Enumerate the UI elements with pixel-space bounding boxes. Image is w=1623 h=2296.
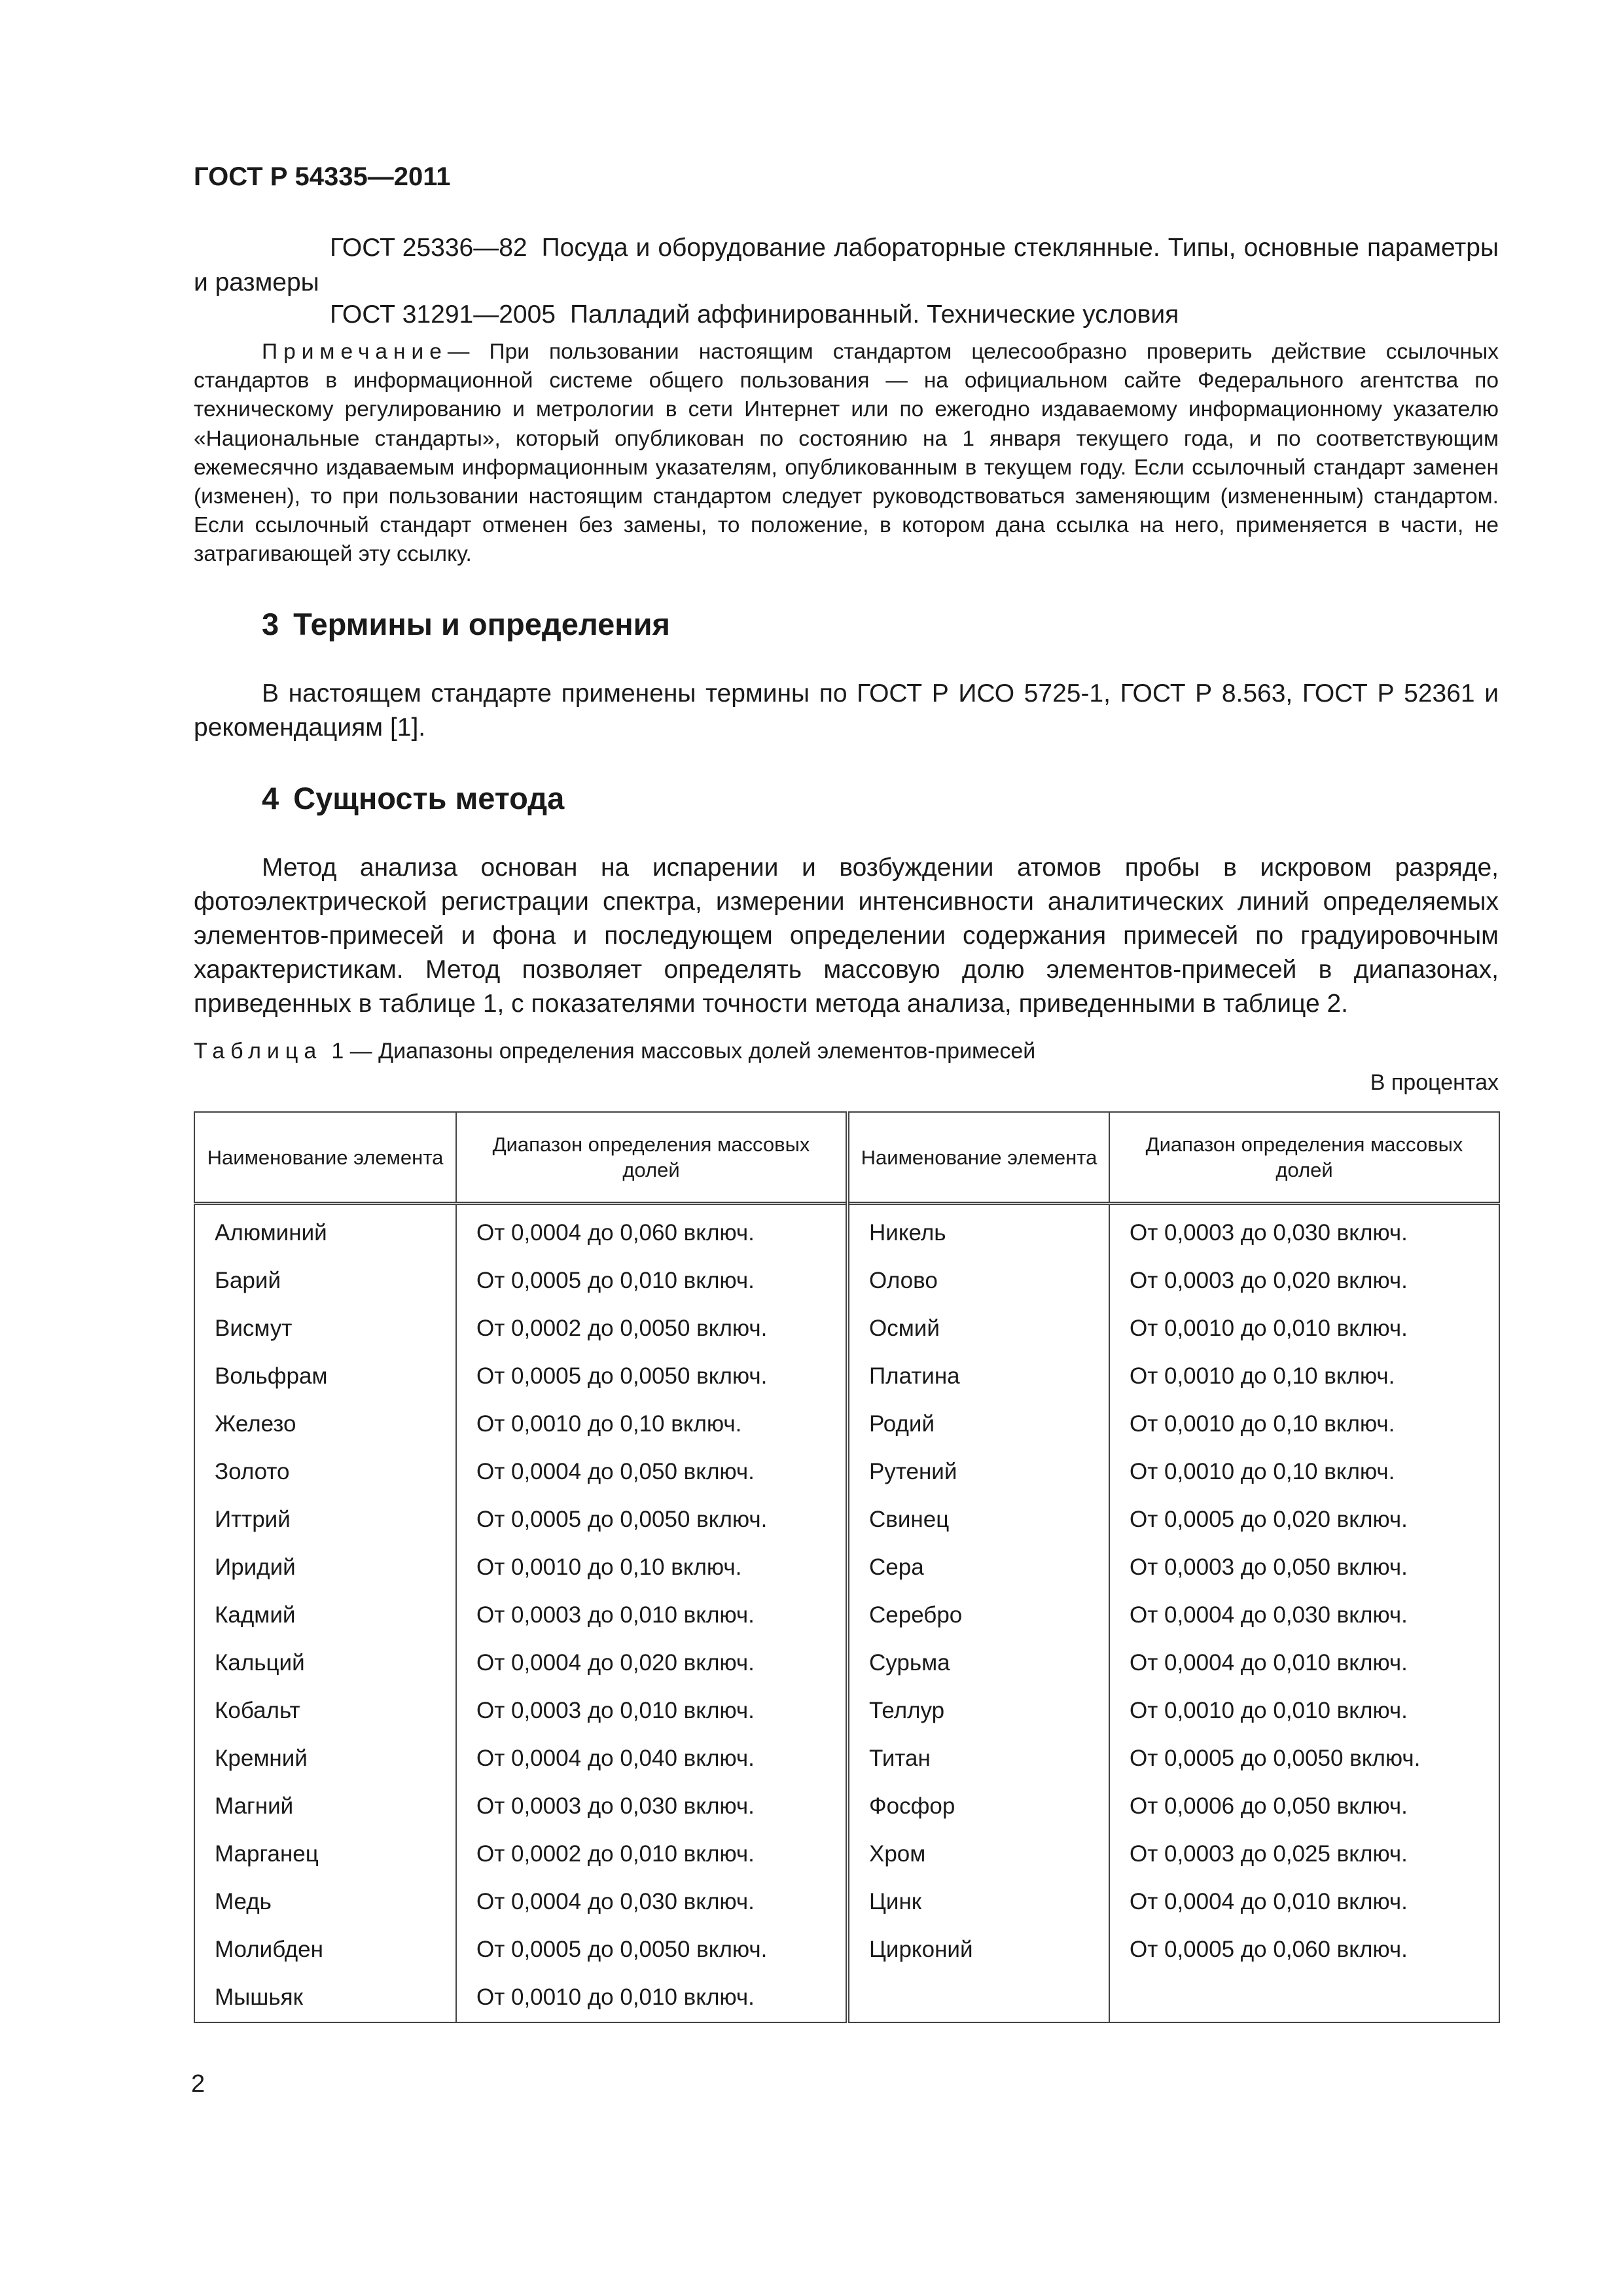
element-name-cell: Цирконий bbox=[847, 1927, 1109, 2022]
table-row bbox=[194, 1784, 1499, 1831]
element-name-cell: Кобальт bbox=[194, 1688, 456, 1736]
range-cell: От 0,0002 до 0,0050 включ. bbox=[456, 1306, 847, 1354]
element-name-cell: Титан bbox=[847, 1736, 1109, 1784]
section-3-heading bbox=[194, 605, 1567, 644]
table-row bbox=[194, 1879, 1499, 1927]
table-row bbox=[194, 1592, 1499, 1640]
element-name-cell: Молибден bbox=[194, 1927, 456, 1975]
range-cell: От 0,0006 до 0,050 включ. bbox=[1109, 1784, 1499, 1831]
range-cell: От 0,0005 до 0,0050 включ. bbox=[456, 1354, 847, 1401]
element-name-cell: Мышьяк bbox=[194, 1975, 456, 2022]
range-cell: От 0,0004 до 0,030 включ. bbox=[456, 1879, 847, 1927]
range-cell: От 0,0003 до 0,030 включ. bbox=[1109, 1204, 1499, 1258]
section-4-heading bbox=[194, 779, 1567, 818]
table-units: В процентах bbox=[1370, 1070, 1499, 1095]
element-name-cell: Хром bbox=[847, 1831, 1109, 1879]
reference-code: ГОСТ 31291—2005 bbox=[330, 300, 556, 329]
range-cell: От 0,0010 до 0,10 включ. bbox=[1109, 1401, 1499, 1449]
section-4-paragraph: Метод анализа основан на испарении и возбуждении атомов пробы в искровом разряде, фотоэлектрической регистрации спектра, измерении интенсивности аналитических линий определяемых элементов-примесей и фона и последующем определении содержания примесей по градуировочным характеристикам. Метод позволяет определять массовую долю элементов-примесей в диапазонах, приведенных в таблице 1, с показателями точности метода анализа, приведенными в таблице 2. bbox=[194, 853, 1499, 1018]
range-cell: От 0,0003 до 0,010 включ. bbox=[456, 1688, 847, 1736]
element-name-cell: Сера bbox=[847, 1545, 1109, 1592]
element-ranges-table bbox=[194, 1111, 1500, 2023]
table-row bbox=[194, 1736, 1499, 1784]
section-title: Термины и определения bbox=[293, 607, 670, 641]
element-name-cell: Кадмий bbox=[194, 1592, 456, 1640]
document-code: ГОСТ Р 54335—2011 bbox=[194, 162, 451, 191]
table-body bbox=[194, 1204, 1499, 2022]
element-name-cell: Висмут bbox=[194, 1306, 456, 1354]
element-name-cell: Свинец bbox=[847, 1497, 1109, 1545]
range-cell: От 0,0010 до 0,10 включ. bbox=[1109, 1354, 1499, 1401]
table-row bbox=[194, 1354, 1499, 1401]
element-name-cell: Серебро bbox=[847, 1592, 1109, 1640]
table-caption bbox=[194, 1037, 1499, 1066]
range-cell: От 0,0005 до 0,0050 включ. bbox=[1109, 1736, 1499, 1784]
element-name-cell: Рутений bbox=[847, 1449, 1109, 1497]
range-cell: От 0,0003 до 0,010 включ. bbox=[456, 1592, 847, 1640]
range-cell: От 0,0010 до 0,010 включ. bbox=[1109, 1688, 1499, 1736]
range-cell: От 0,0005 до 0,0050 включ. bbox=[456, 1927, 847, 1975]
table-label: Таблица bbox=[194, 1039, 323, 1064]
element-name-cell: Осмий bbox=[847, 1306, 1109, 1354]
section-3-paragraph: В настоящем стандарте применены термины по ГОСТ Р ИСО 5725-1, ГОСТ Р 8.563, ГОСТ Р 52361 и рекомендациям [1]. bbox=[194, 679, 1499, 742]
table-title: 1 — Диапазоны определения массовых долей элементов-примесей bbox=[331, 1039, 1036, 1064]
header-element-name: Наименование элемента bbox=[194, 1112, 456, 1204]
element-name-cell: Олово bbox=[847, 1258, 1109, 1306]
range-cell: От 0,0003 до 0,030 включ. bbox=[456, 1784, 847, 1831]
table-row bbox=[194, 1545, 1499, 1592]
note-text: — При пользовании настоящим стандартом целесообразно проверить действие ссылочных стандартов в информационной системе общего пользования — на официальном сайте Федерального агентства по техническому регулированию и метрологии в сети Интернет или по ежегодно издаваемому информационному указателю «Национальные стандарты», который опубликован по состоянию на 1 января текущего года, и по соответствующим ежемесячно издаваемым информационным указателям, опубликованным в текущем году. Если ссылочный стандарт заменен (изменен), то при пользовании настоящим стандартом следует руководствоваться заменяющим (измененным) стандартом. Если ссылочный стандарт отменен без замены, то положение, в котором дана ссылка на него, применяется в части, не затрагивающей эту ссылку. bbox=[194, 340, 1499, 567]
table-row bbox=[194, 1204, 1499, 1258]
range-cell: От 0,0005 до 0,010 включ. bbox=[456, 1258, 847, 1306]
reference-item bbox=[194, 230, 1499, 300]
element-name-cell: Вольфрам bbox=[194, 1354, 456, 1401]
table-header-row bbox=[194, 1112, 1499, 1204]
range-cell: От 0,0010 до 0,10 включ. bbox=[456, 1401, 847, 1449]
range-cell: От 0,0003 до 0,020 включ. bbox=[1109, 1258, 1499, 1306]
element-name-cell: Медь bbox=[194, 1879, 456, 1927]
range-cell: От 0,0003 до 0,050 включ. bbox=[1109, 1545, 1499, 1592]
element-name-cell: Платина bbox=[847, 1354, 1109, 1401]
element-name-cell: Марганец bbox=[194, 1831, 456, 1879]
range-cell: От 0,0004 до 0,020 включ. bbox=[456, 1640, 847, 1688]
range-cell: От 0,0004 до 0,050 включ. bbox=[456, 1449, 847, 1497]
element-name-cell: Магний bbox=[194, 1784, 456, 1831]
element-name-cell: Родий bbox=[847, 1401, 1109, 1449]
range-cell: От 0,0005 до 0,0050 включ. bbox=[456, 1497, 847, 1545]
element-name-cell: Алюминий bbox=[194, 1204, 456, 1258]
element-name-cell: Иттрий bbox=[194, 1497, 456, 1545]
range-cell: От 0,0010 до 0,10 включ. bbox=[456, 1545, 847, 1592]
section-number: 3 bbox=[262, 607, 279, 641]
range-cell: От 0,0004 до 0,040 включ. bbox=[456, 1736, 847, 1784]
element-name-cell: Кремний bbox=[194, 1736, 456, 1784]
header-range: Диапазон определения массовых долей bbox=[456, 1112, 847, 1204]
table-row bbox=[194, 1401, 1499, 1449]
range-cell: От 0,0002 до 0,010 включ. bbox=[456, 1831, 847, 1879]
table-row bbox=[194, 1497, 1499, 1545]
header-range: Диапазон определения массовых долей bbox=[1109, 1112, 1499, 1204]
reference-item bbox=[194, 297, 1499, 332]
note-label: Примечание bbox=[262, 340, 448, 364]
table-row bbox=[194, 1640, 1499, 1688]
element-name-cell: Никель bbox=[847, 1204, 1109, 1258]
range-cell: От 0,0005 до 0,020 включ. bbox=[1109, 1497, 1499, 1545]
range-cell: От 0,0005 до 0,060 включ. bbox=[1109, 1927, 1499, 2022]
header-element-name: Наименование элемента bbox=[847, 1112, 1109, 1204]
range-cell: От 0,0010 до 0,10 включ. bbox=[1109, 1449, 1499, 1497]
range-cell: От 0,0010 до 0,010 включ. bbox=[1109, 1306, 1499, 1354]
note-paragraph bbox=[194, 338, 1499, 569]
element-name-cell: Железо bbox=[194, 1401, 456, 1449]
element-name-cell: Цинк bbox=[847, 1879, 1109, 1927]
range-cell: От 0,0004 до 0,010 включ. bbox=[1109, 1879, 1499, 1927]
table-row bbox=[194, 1927, 1499, 1975]
page-number: 2 bbox=[191, 2070, 205, 2098]
range-cell: От 0,0004 до 0,060 включ. bbox=[456, 1204, 847, 1258]
reference-title: Посуда и оборудование лабораторные стеклянные. Типы, основные параметры и размеры bbox=[194, 234, 1499, 296]
table-row bbox=[194, 1449, 1499, 1497]
section-number: 4 bbox=[262, 781, 279, 816]
table-row bbox=[194, 1831, 1499, 1879]
section-title: Сущность метода bbox=[293, 781, 565, 816]
range-cell: От 0,0004 до 0,010 включ. bbox=[1109, 1640, 1499, 1688]
element-name-cell: Золото bbox=[194, 1449, 456, 1497]
range-cell: От 0,0010 до 0,010 включ. bbox=[456, 1975, 847, 2022]
element-name-cell: Теллур bbox=[847, 1688, 1109, 1736]
element-name-cell: Кальций bbox=[194, 1640, 456, 1688]
range-cell: От 0,0003 до 0,025 включ. bbox=[1109, 1831, 1499, 1879]
reference-title: Палладий аффинированный. Технические условия bbox=[570, 300, 1179, 329]
element-name-cell: Барий bbox=[194, 1258, 456, 1306]
table-row bbox=[194, 1306, 1499, 1354]
element-name-cell: Иридий bbox=[194, 1545, 456, 1592]
reference-code: ГОСТ 25336—82 bbox=[330, 234, 527, 262]
table-row bbox=[194, 1688, 1499, 1736]
element-name-cell: Сурьма bbox=[847, 1640, 1109, 1688]
element-name-cell: Фосфор bbox=[847, 1784, 1109, 1831]
range-cell: От 0,0004 до 0,030 включ. bbox=[1109, 1592, 1499, 1640]
table-row bbox=[194, 1258, 1499, 1306]
